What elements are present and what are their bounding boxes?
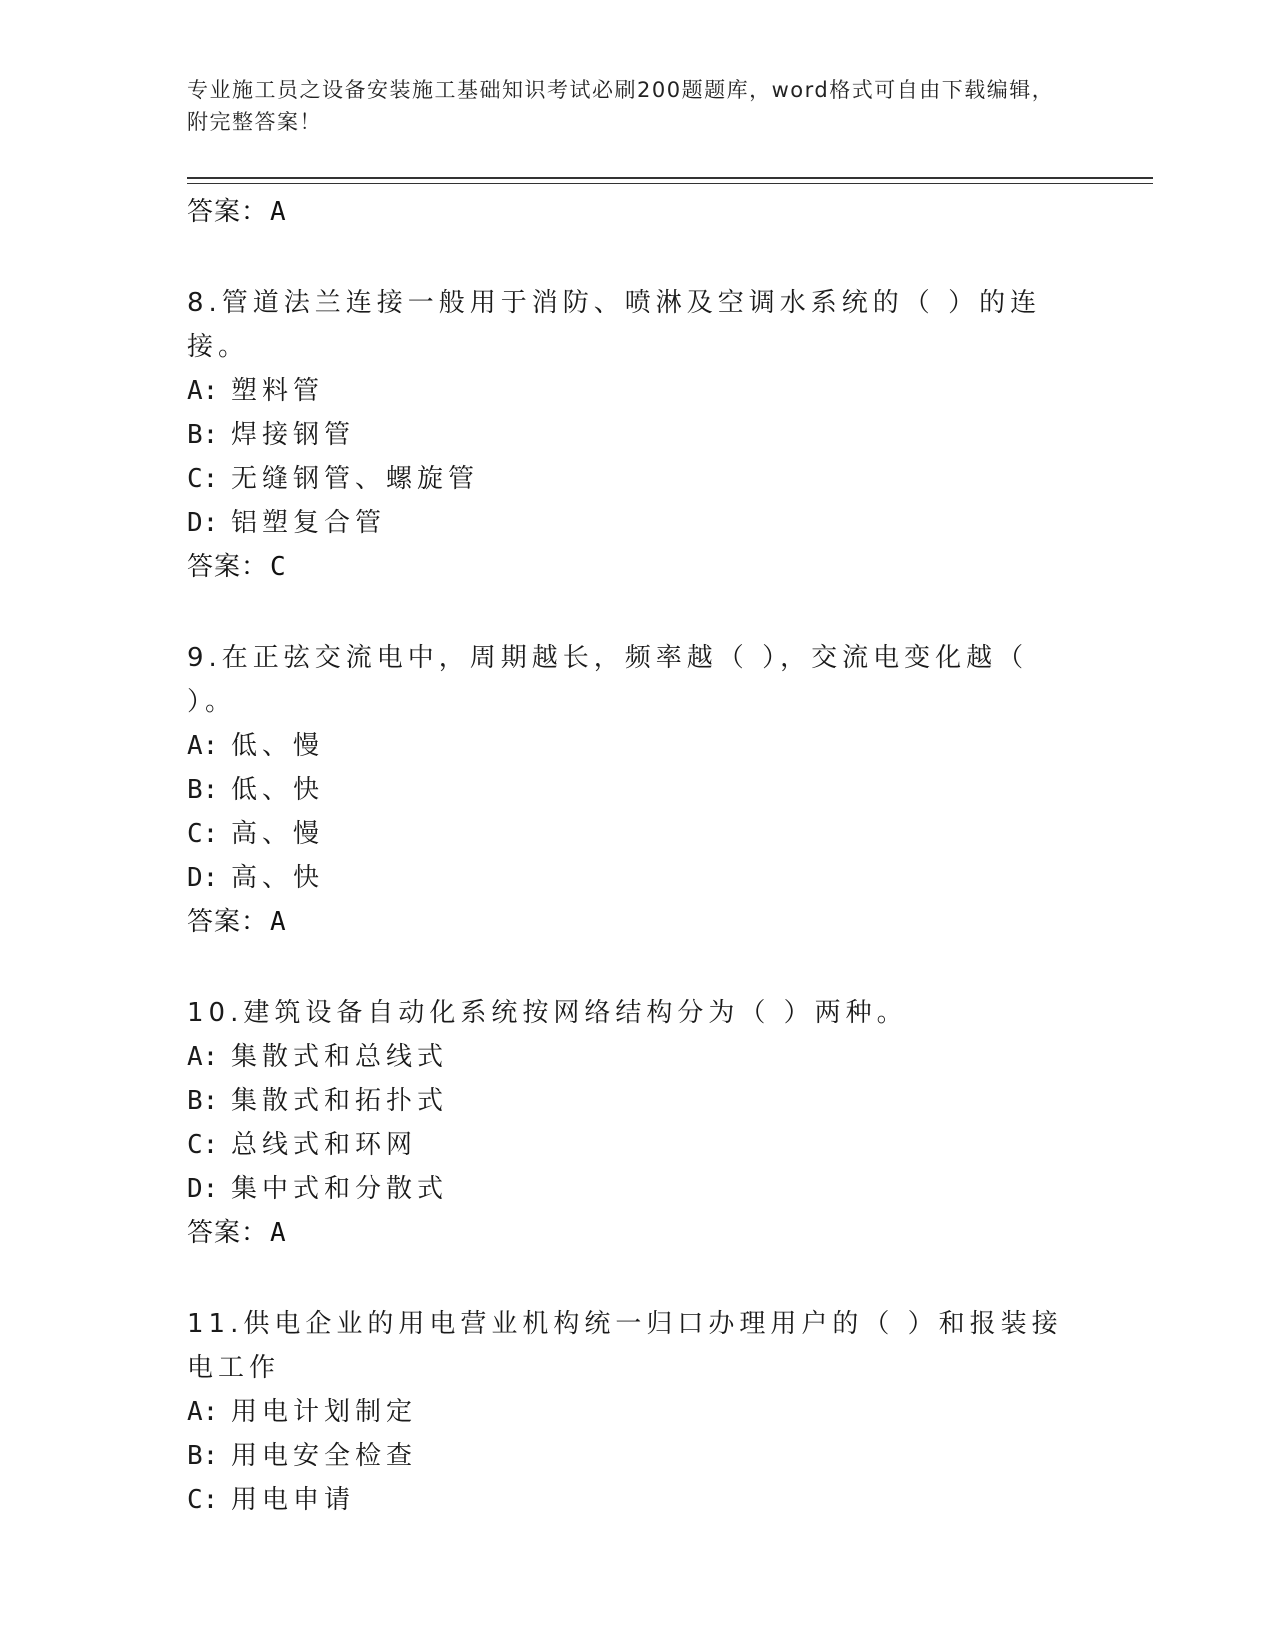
option-text: 用电申请 [231,1485,356,1515]
option-letter: C: [187,819,219,849]
option-text: 焊接钢管 [231,420,356,450]
option-c [187,1123,1087,1167]
option-letter: D: [187,863,219,893]
option-text: 铝塑复合管 [231,508,387,538]
option-letter: C: [187,1130,219,1160]
answer-line [187,545,1087,589]
option-text: 集散式和拓扑式 [231,1086,449,1116]
option-letter: A: [187,376,219,406]
option-text: 用电安全检查 [231,1441,418,1471]
header-divider-thin [187,183,1153,184]
answer-value: A [270,907,287,937]
option-c [187,812,1087,856]
option-text: 用电计划制定 [231,1397,418,1427]
option-letter: B: [187,1441,219,1471]
answer-label: 答案： [187,552,269,582]
option-b [187,768,1087,812]
answer-value: C [270,552,287,582]
option-a [187,1390,1087,1434]
option-letter: C: [187,1485,219,1515]
answer-value: A [270,197,287,227]
question-text: 10.建筑设备自动化系统按网络结构分为（ ）两种。 [187,998,908,1028]
answer-value: A [270,1218,287,1248]
document-body [187,190,1087,1522]
option-letter: B: [187,775,219,805]
document-header [187,74,1067,138]
option-text: 集散式和总线式 [231,1042,449,1072]
question-text: 11.供电企业的用电营业机构统一归口办理用户的（ ）和报装接电工作 [187,1309,1063,1383]
answer-label: 答案： [187,1218,269,1248]
option-b [187,413,1087,457]
option-letter: D: [187,508,219,538]
option-a [187,1035,1087,1079]
option-d [187,856,1087,900]
option-text: 低、快 [231,775,325,805]
option-letter: A: [187,1397,219,1427]
option-text: 总线式和环网 [231,1130,418,1160]
option-letter: C: [187,464,219,494]
option-letter: B: [187,1086,219,1116]
question-text: 9.在正弦交流电中，周期越长，频率越（ ），交流电变化越（ ）。 [187,643,1029,717]
option-b [187,1434,1087,1478]
option-text: 无缝钢管、螺旋管 [231,464,480,494]
option-d [187,501,1087,545]
question-text: 8.管道法兰连接一般用于消防、喷淋及空调水系统的（ ）的连接。 [187,288,1042,362]
option-text: 高、慢 [231,819,325,849]
option-letter: A: [187,731,219,761]
question-block [187,1302,1087,1522]
question-block [187,991,1087,1255]
header-text: 专业施工员之设备安装施工基础知识考试必刷200题题库，word格式可自由下载编辑，附完整答案！ [187,78,1055,134]
option-letter: B: [187,420,219,450]
option-letter: A: [187,1042,219,1072]
option-c [187,1478,1087,1522]
option-d [187,1167,1087,1211]
answer-label: 答案： [187,907,269,937]
option-text: 高、快 [231,863,325,893]
option-text: 低、慢 [231,731,325,761]
answer-line [187,190,1087,234]
question-block [187,281,1087,589]
answer-line [187,900,1087,944]
option-text: 塑料管 [231,376,325,406]
question-block [187,636,1087,944]
answer-label: 答案： [187,197,269,227]
option-a [187,369,1087,413]
option-b [187,1079,1087,1123]
option-text: 集中式和分散式 [231,1174,449,1204]
option-letter: D: [187,1174,219,1204]
header-divider-thick [187,177,1153,179]
answer-line [187,1211,1087,1255]
option-c [187,457,1087,501]
option-a [187,724,1087,768]
